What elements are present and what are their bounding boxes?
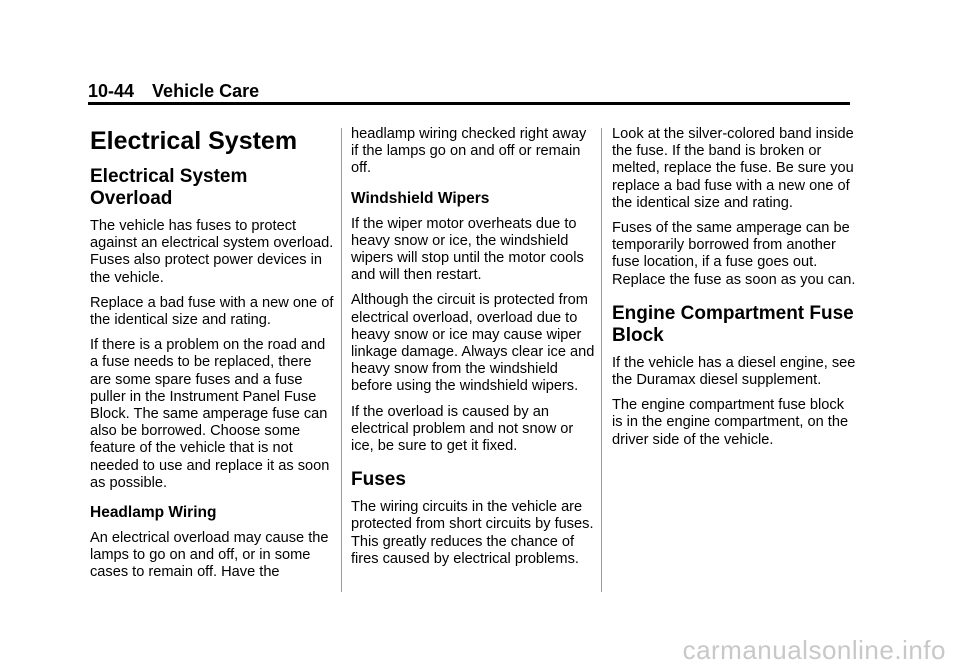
header-rule (88, 102, 850, 105)
column-2 (351, 126, 595, 576)
watermark: carmanualsonline.info (682, 635, 946, 665)
column-divider (601, 128, 602, 592)
paragraph: An electrical overload may cause the lamps to go on and off, or in some cases to remain off. Have the (90, 530, 329, 581)
paragraph: The engine compartment fuse block is in the engine compartment, on the driver side of the vehicle. (612, 397, 849, 448)
paragraph: Fuses of the same amperage can be temporarily borrowed from another fuse location, if a fuse goes out. Replace the fuse as soon as you can. (612, 220, 856, 288)
paragraph: headlamp wiring checked right away if the lamps go on and off or remain off. (351, 126, 587, 177)
paragraph: Look at the silver-colored band inside the fuse. If the band is broken or melted, replace the fuse. Be sure you replace a bad fuse with a new one of the identical size and rating. (612, 126, 854, 211)
paragraph: If the wiper motor overheats due to heavy snow or ice, the windshield wipers will stop until the motor cools and will then restart. (351, 215, 584, 284)
heading-engine-compartment-fuse-block: Engine Compartment Fuse Block (612, 302, 854, 346)
page-number: 10-44 (88, 81, 135, 101)
heading-windshield-wipers: Windshield Wipers (351, 189, 490, 207)
column-1 (90, 126, 334, 590)
page-header (88, 80, 259, 102)
paragraph: Replace a bad fuse with a new one of the identical size and rating. (90, 294, 334, 329)
column-3 (612, 126, 856, 457)
paragraph: The wiring circuits in the vehicle are protected from short circuits by fuses. This greatly reduces the chance of fires caused by electrical problems. (351, 499, 594, 567)
paragraph: The vehicle has fuses to protect against an electrical system overload. Fuses also protect power devices in the vehicle. (90, 218, 334, 286)
paragraph: If the overload is caused by an electrical problem and not snow or ice, be sure to get it fixed. (351, 403, 574, 455)
column-divider (341, 128, 342, 592)
heading-fuses: Fuses (351, 469, 406, 491)
paragraph: If the vehicle has a diesel engine, see the Duramax diesel supplement. (612, 354, 856, 389)
heading-headlamp-wiring: Headlamp Wiring (90, 504, 217, 522)
chapter-title: Electrical System (90, 127, 298, 155)
section-title: Vehicle Care (152, 81, 260, 101)
paragraph: Although the circuit is protected from electrical overload, overload due to heavy snow or ice may cause wiper linkage damage. Always clear ice and heavy snow from the windshield before using the windshield wipers. (351, 292, 595, 395)
heading-electrical-system-overload: Electrical System Overload (90, 166, 248, 209)
paragraph: If there is a problem on the road and a fuse needs to be replaced, there are some spare fuses and a fuse puller in the Instrument Panel Fuse Block. The same amperage fuse can also be borrowed. Choose some feature of the vehicle that is not needed to use and replace it as soon as possible. (90, 337, 330, 491)
